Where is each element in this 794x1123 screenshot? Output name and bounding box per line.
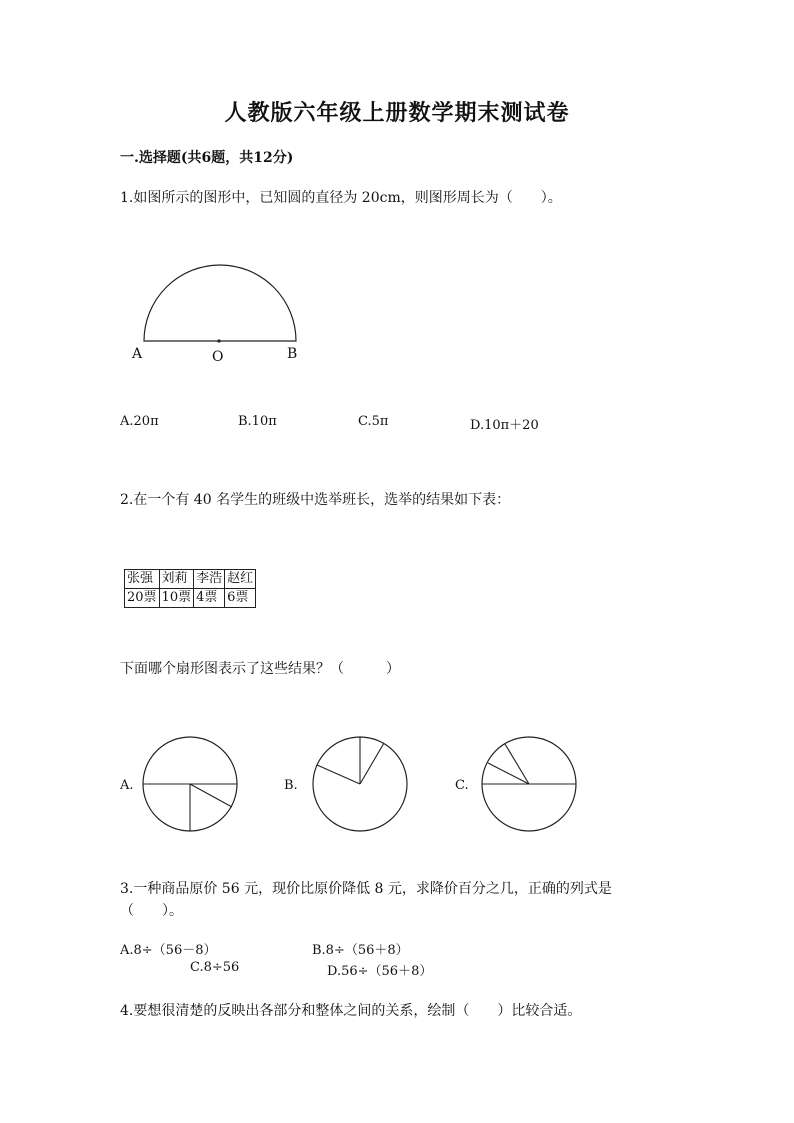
question-3-text-line2: （ ）。 [120, 903, 183, 919]
pie-chart-c [479, 736, 579, 836]
pie-label-b: B. [284, 778, 298, 793]
table-cell: 20票 [125, 589, 160, 608]
table-cell: 赵红 [225, 570, 256, 589]
table-cell: 10票 [159, 589, 194, 608]
pie-b-line-right [360, 743, 384, 784]
table-row [125, 589, 256, 608]
pie-label-a: A. [120, 778, 134, 793]
table-cell: 4票 [194, 589, 225, 608]
point-label-b: B [287, 346, 298, 362]
pie-chart-a [140, 736, 240, 836]
table-header-row [125, 570, 256, 589]
q3-option-d: D.56÷（56＋8） [327, 964, 433, 979]
q1-option-a: A.20π [120, 414, 159, 429]
q1-option-c: C.5π [358, 414, 389, 429]
point-label-a: A [132, 346, 143, 362]
section-heading: 一.选择题(共6题，共12分) [120, 150, 294, 166]
table-cell: 6票 [225, 589, 256, 608]
pie-a-line-diagonal [190, 784, 232, 807]
point-label-o: O [212, 349, 224, 365]
question-2-prompt: 下面哪个扇形图表示了这些结果？（ ） [120, 661, 400, 677]
pie-chart-b [310, 736, 410, 836]
table-cell: 李浩 [194, 570, 225, 589]
question-1-text: 1.如图所示的图形中，已知圆的直径为 20cm，则图形周长为（ ）。 [120, 190, 562, 206]
pie-label-c: C. [455, 778, 469, 793]
semicircle-shape [144, 265, 296, 341]
q1-option-b: B.10π [238, 414, 277, 429]
q3-option-b: B.8÷（56＋8） [312, 943, 409, 958]
vote-table [124, 569, 256, 608]
question-2-text: 2.在一个有 40 名学生的班级中选举班长，选举的结果如下表： [120, 492, 511, 508]
q3-option-c: C.8÷56 [190, 960, 240, 975]
table-cell: 刘莉 [159, 570, 194, 589]
question-3-text-line1: 3.一种商品原价 56 元，现价比原价降低 8 元，求降价百分之几，正确的列式是 [120, 881, 612, 897]
q1-option-d: D.10π＋20 [470, 418, 539, 433]
table-cell: 张强 [125, 570, 160, 589]
center-point [217, 339, 220, 342]
page-title: 人教版六年级上册数学期末测试卷 [224, 100, 570, 126]
question-4-text: 4.要想很清楚的反映出各部分和整体之间的关系，绘制（ ）比较合适。 [120, 1003, 582, 1019]
pie-b-line-left [317, 765, 360, 784]
q3-option-a: A.8÷（56－8） [120, 943, 217, 958]
